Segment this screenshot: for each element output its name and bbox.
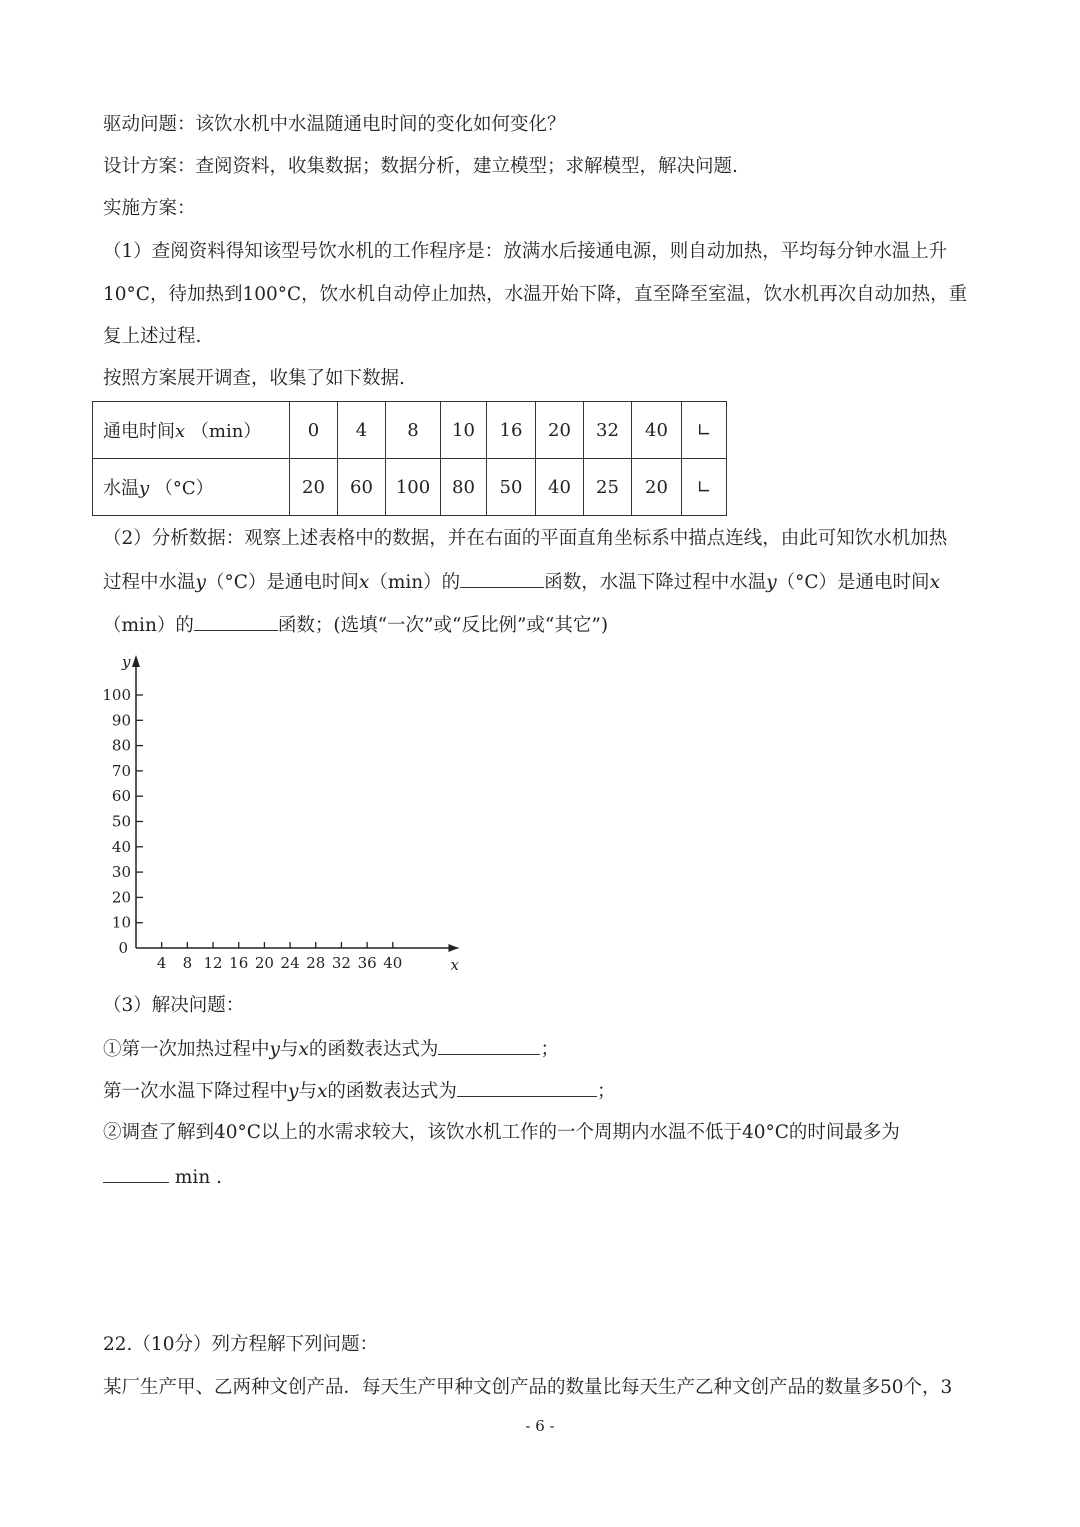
table-cell: 32: [584, 402, 632, 459]
table-cell: 20: [290, 459, 338, 516]
x-axis-label: x: [450, 956, 459, 974]
table-cell: 4: [338, 402, 386, 459]
answer-blank[interactable]: [194, 612, 278, 631]
implementation-heading: 实施方案：: [103, 198, 196, 219]
x-tick-label: 28: [306, 954, 326, 972]
x-tick-label: 32: [331, 954, 351, 972]
table-cell: 40: [632, 402, 682, 459]
y-tick-label: 20: [111, 888, 131, 907]
x-axis-arrow: [448, 944, 458, 952]
survey-intro: 按照方案展开调查，收集了如下数据.: [103, 368, 405, 389]
answer-blank[interactable]: [460, 569, 544, 588]
answer-blank[interactable]: [438, 1036, 540, 1055]
question-22-title: 22.（10分）列方程解下列问题：: [103, 1334, 378, 1355]
step1-line3: 复上述过程.: [103, 326, 202, 347]
coordinate-plane: [100, 645, 459, 975]
y-tick-label: 90: [111, 711, 131, 730]
y-tick-label: 10: [111, 913, 131, 932]
x-tick-label: 4: [156, 954, 167, 972]
design-plan: 设计方案：查阅资料，收集数据；数据分析，建立模型；求解模型，解决问题.: [103, 156, 738, 177]
table-cell: ∟: [682, 402, 727, 459]
table-cell: 100: [386, 459, 441, 516]
step1-line1: （1）查阅资料得知该型号饮水机的工作程序是：放满水后接通电源，则自动加热，平均每分钟水温上升: [103, 241, 948, 262]
origin-label: 0: [118, 939, 128, 957]
step1-line2: 10°C，待加热到100°C，饮水机自动停止加热，水温开始下降，直至降至室温，饮水机再次自动加热，重: [103, 284, 968, 305]
step3-q2-line2: min .: [103, 1164, 222, 1190]
x-tick-label: 36: [357, 954, 377, 972]
row-header-temp: 水温y （°C）: [93, 459, 290, 516]
y-axis-arrow: [132, 655, 140, 667]
table-cell: 40: [536, 459, 584, 516]
y-tick-label: 60: [111, 787, 131, 806]
step3-q1-line1: ①第一次加热过程中y与x的函数表达式为 ；: [103, 1036, 559, 1062]
data-table: [92, 401, 727, 516]
table-cell: 50: [487, 459, 536, 516]
y-tick-label: 80: [111, 736, 131, 755]
question-22-text: 某厂生产甲、乙两种文创产品．每天生产甲种文创产品的数量比每天生产乙种文创产品的数量多50个，3: [103, 1377, 953, 1398]
y-tick-label: 100: [102, 686, 131, 704]
y-tick-label: 70: [111, 761, 131, 780]
step2-line2: 过程中水温y（°C）是通电时间x（min）的 函数，水温下降过程中水温y（°C）是通电时间x: [103, 569, 940, 595]
y-tick-label: 50: [111, 812, 131, 831]
table-cell: 25: [584, 459, 632, 516]
row-header-time: 通电时间x （min）: [93, 402, 290, 459]
answer-blank[interactable]: [457, 1078, 597, 1097]
x-tick-label: 8: [182, 954, 193, 972]
table-cell: 10: [441, 402, 487, 459]
table-cell: 0: [290, 402, 338, 459]
table-cell: 16: [487, 402, 536, 459]
step3-q2-line1: ②调查了解到40°C以上的水需求较大，该饮水机工作的一个周期内水温不低于40°C的时间最多为: [103, 1122, 900, 1143]
table-cell: 8: [386, 402, 441, 459]
x-tick-label: 40: [383, 954, 403, 972]
y-axis-label: y: [122, 653, 131, 671]
step2-line3: （min）的 函数；(选填“一次”或“反比例”或“其它”): [103, 612, 608, 638]
page-number: - 6 -: [525, 1417, 555, 1435]
y-tick-label: 30: [111, 863, 131, 882]
x-tick-label: 12: [203, 954, 223, 972]
table-cell: 20: [632, 459, 682, 516]
table-cell: ∟: [682, 459, 727, 516]
table-cell: 20: [536, 402, 584, 459]
table-cell: 80: [441, 459, 487, 516]
table-row: [93, 459, 727, 516]
x-tick-label: 24: [280, 954, 300, 972]
x-tick-label: 20: [254, 954, 274, 972]
table-cell: 60: [338, 459, 386, 516]
table-row: [93, 402, 727, 459]
y-tick-label: 40: [111, 837, 131, 856]
x-tick-label: 16: [229, 954, 249, 972]
driving-question: 驱动问题：该饮水机中水温随通电时间的变化如何变化？: [103, 114, 566, 135]
answer-blank[interactable]: [103, 1164, 169, 1183]
step3-q1-line2: 第一次水温下降过程中y与x的函数表达式为 ；: [103, 1078, 615, 1104]
step3-heading: （3）解决问题：: [103, 995, 245, 1016]
step2-line1: （2）分析数据：观察上述表格中的数据，并在右面的平面直角坐标系中描点连线，由此可知饮水机加热: [103, 528, 948, 549]
